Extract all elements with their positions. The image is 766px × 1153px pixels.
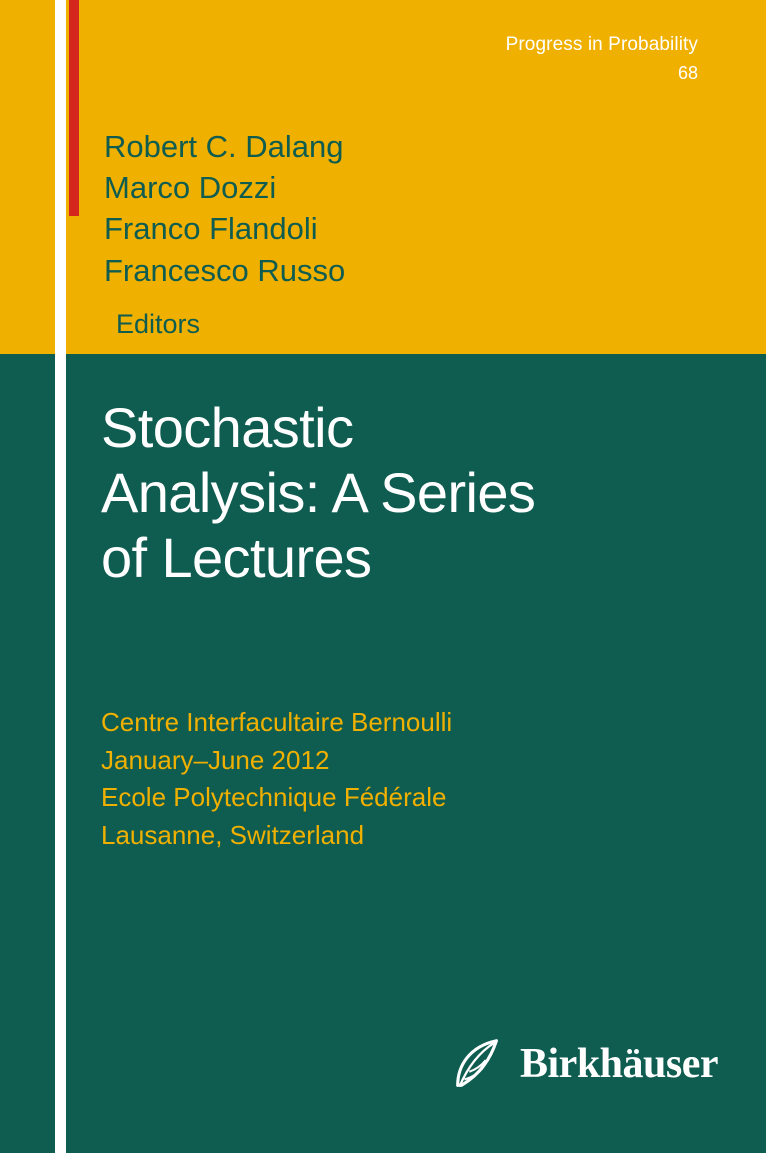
publisher-name: Birkhäuser: [520, 1041, 719, 1087]
subtitle-line: Centre Interfacultaire Bernoulli: [101, 707, 453, 737]
series-number: 68: [677, 62, 698, 83]
red-accent-bar: [69, 0, 79, 216]
editors-label: Editors: [116, 308, 201, 339]
birkhauser-leaf-icon: [448, 1033, 510, 1095]
series-info: [506, 34, 698, 84]
title-line: Stochastic: [101, 396, 354, 459]
subtitle-line: January–June 2012: [101, 744, 330, 775]
book-title: [101, 396, 721, 591]
title-line: Analysis: A Series: [101, 460, 536, 524]
subtitle-line: Lausanne, Switzerland: [101, 820, 365, 851]
series-name: Progress in Probability: [505, 34, 698, 55]
book-subtitle: [101, 704, 741, 855]
editor-name: Franco Flandoli: [104, 211, 318, 247]
editor-name: Marco Dozzi: [104, 170, 277, 206]
editor-name: Robert C. Dalang: [104, 129, 344, 164]
subtitle-line: Ecole Polytechnique Fédérale: [101, 782, 447, 813]
title-line: of Lectures: [101, 525, 372, 589]
publisher-logo: [448, 1033, 718, 1095]
left-white-stripe: [55, 0, 66, 1153]
editors-block: [104, 126, 345, 340]
editor-name: Francesco Russo: [104, 252, 346, 288]
